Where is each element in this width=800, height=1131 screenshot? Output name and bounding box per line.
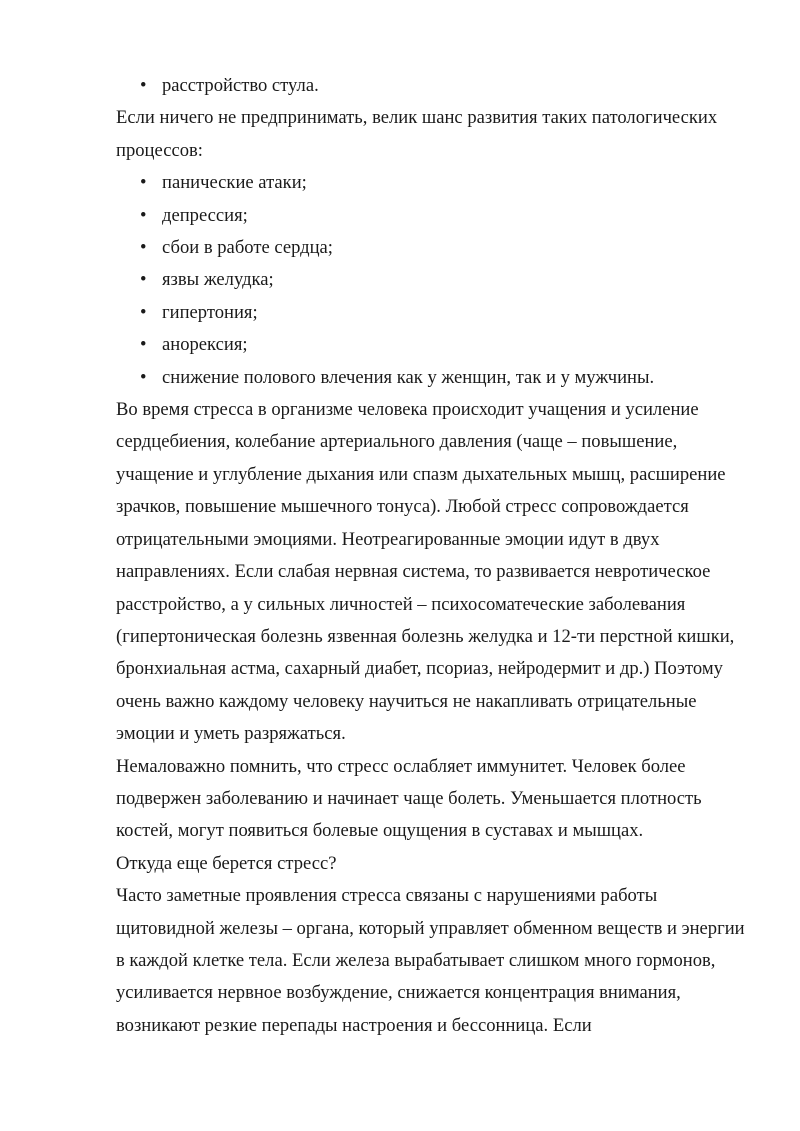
bullet-icon: • <box>140 301 147 323</box>
bullet-icon: • <box>140 172 147 194</box>
list-item <box>116 167 756 199</box>
document-page <box>116 70 756 1042</box>
list-item <box>116 264 756 296</box>
list-item <box>116 297 756 329</box>
list-item-text: расстройство стула. <box>162 75 319 96</box>
list-item-text: анорексия; <box>162 334 248 356</box>
list-item <box>116 200 756 232</box>
bullet-icon: • <box>140 334 147 356</box>
bullet-icon: • <box>140 204 147 226</box>
bullet-icon: • <box>140 237 147 259</box>
bullet-list-stool <box>116 70 756 102</box>
paragraph-stress-physiology: Во время стресса в организме человека происходит учащения и усиление сердцебиения, колебание артериального давления (чаще – повышение, учащение и углубление дыхания или спазм дыхательных мышц, расширение зрачков, повышение мышечного тонуса). Любой стресс сопровождается отрицательными эмоциями. Неотреагированные эмоции идут в двух направлениях. Если слабая нервная система, то развивается невротическое расстройство, а у сильных личностей – психосоматеческие заболевания (гипертоническая болезнь язвенная болезнь желудка и 12-ти перстной кишки, бронхиальная астма, сахарный диабет, псориаз, нейродермит и др.) Поэтому очень важно каждому человеку научиться не накапливать отрицательные эмоции и уметь разряжаться. <box>116 399 735 745</box>
paragraph-immunity: Немаловажно помнить, что стресс ослабляет иммунитет. Человек более подвержен заболеванию и начинает чаще болеть. Уменьшается плотность костей, могут появиться болевые ощущения в суставах и мышцах. <box>116 755 702 842</box>
list-item <box>116 362 756 394</box>
list-item-text: язвы желудка; <box>162 269 274 291</box>
list-item-text: снижение полового влечения как у женщин, так и у мужчины. <box>162 366 655 388</box>
paragraph-pathologies-intro: Если ничего не предпринимать, велик шанс развития таких патологических процессов: <box>116 107 718 161</box>
bullet-icon: • <box>140 269 147 291</box>
list-item <box>116 329 756 361</box>
bullet-list-pathologies <box>116 167 756 394</box>
bullet-icon: • <box>140 366 147 388</box>
bullet-icon: • <box>140 75 147 96</box>
list-item <box>116 70 756 102</box>
list-item-text: панические атаки; <box>162 172 307 194</box>
list-item-text: депрессия; <box>162 204 248 226</box>
list-item <box>116 232 756 264</box>
list-item-text: сбои в работе сердца; <box>162 237 333 259</box>
list-item-text: гипертония; <box>162 301 258 323</box>
paragraph-thyroid: Часто заметные проявления стресса связаны с нарушениями работы щитовидной железы – органа, который управляет обменном веществ и энергии в каждой клетке тела. Если железа вырабатывает слишком много гормонов, усиливается нервное возбуждение, снижается концентрация внимания, возникают резкие перепады настроения и бессонница. Если <box>116 885 745 1036</box>
paragraph-question: Откуда еще берется стресс? <box>116 852 337 874</box>
